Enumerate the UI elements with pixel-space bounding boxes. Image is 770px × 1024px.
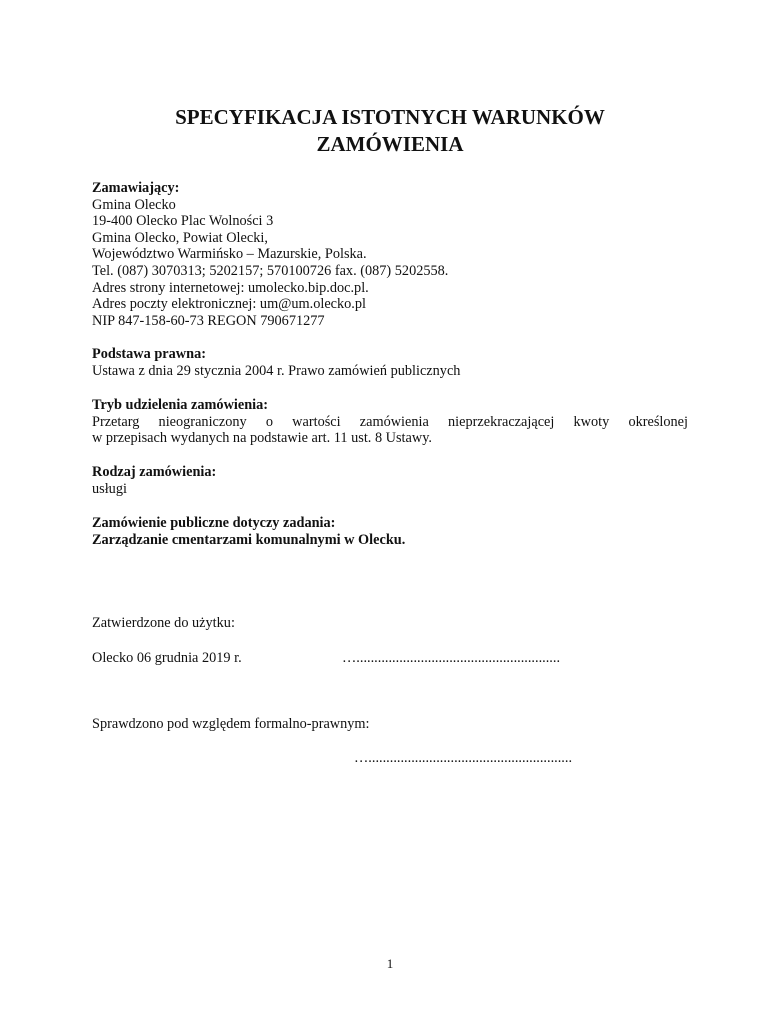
procedure-heading: Tryb udzielenia zamówienia: xyxy=(92,397,269,413)
subject-section xyxy=(92,515,688,548)
authority-line: Gmina Olecko xyxy=(92,196,176,213)
legal-review-signature-line: …......................................................... xyxy=(354,750,573,766)
order-type-text: usługi xyxy=(92,480,127,497)
subject-heading: Zamówienie publiczne dotyczy zadania: xyxy=(92,515,336,531)
title-line-2: ZAMÓWIENIA xyxy=(316,132,464,156)
legal-review-label: Sprawdzono pod względem formalno-prawnym: xyxy=(92,716,370,732)
order-type-heading: Rodzaj zamówienia: xyxy=(92,464,217,480)
legal-basis-section xyxy=(92,346,688,379)
authority-line: Województwo Warmińsko – Mazurskie, Polska. xyxy=(92,246,367,263)
approval-place-date: Olecko 06 grudnia 2019 r. xyxy=(92,650,242,666)
legal-basis-heading: Podstawa prawna: xyxy=(92,346,206,362)
document-title xyxy=(0,104,770,158)
authority-line: Tel. (087) 3070313; 5202157; 570100726 fax. (087) 5202558. xyxy=(92,262,449,279)
authority-line: Adres strony internetowej: umolecko.bip.doc.pl. xyxy=(92,279,369,296)
title-line-1: SPECYFIKACJA ISTOTNYCH WARUNKÓW xyxy=(175,105,605,129)
procedure-text-line-1: Przetarg nieograniczony o wartości zamówienia nieprzekraczającej kwoty określonej xyxy=(92,413,688,430)
authority-line: Gmina Olecko, Powiat Olecki, xyxy=(92,229,268,246)
page-number: 1 xyxy=(386,956,394,971)
approval-label: Zatwierdzone do użytku: xyxy=(92,615,235,631)
procedure-section xyxy=(92,397,688,447)
authority-line: 19-400 Olecko Plac Wolności 3 xyxy=(92,213,274,230)
contracting-authority-heading: Zamawiający: xyxy=(92,180,180,196)
contracting-authority-section xyxy=(92,180,688,329)
procedure-text-line-2: w przepisach wydanych na podstawie art. 11 ust. 8 Ustawy. xyxy=(92,430,432,447)
approval-signature-line: …......................................................... xyxy=(342,650,561,666)
order-type-section xyxy=(92,464,688,497)
subject-text: Zarządzanie cmentarzami komunalnymi w Olecku. xyxy=(92,531,406,548)
authority-line: NIP 847-158-60-73 REGON 790671277 xyxy=(92,312,325,329)
legal-basis-text: Ustawa z dnia 29 stycznia 2004 r. Prawo zamówień publicznych xyxy=(92,362,461,379)
authority-line: Adres poczty elektronicznej: um@um.olecko.pl xyxy=(92,296,367,313)
